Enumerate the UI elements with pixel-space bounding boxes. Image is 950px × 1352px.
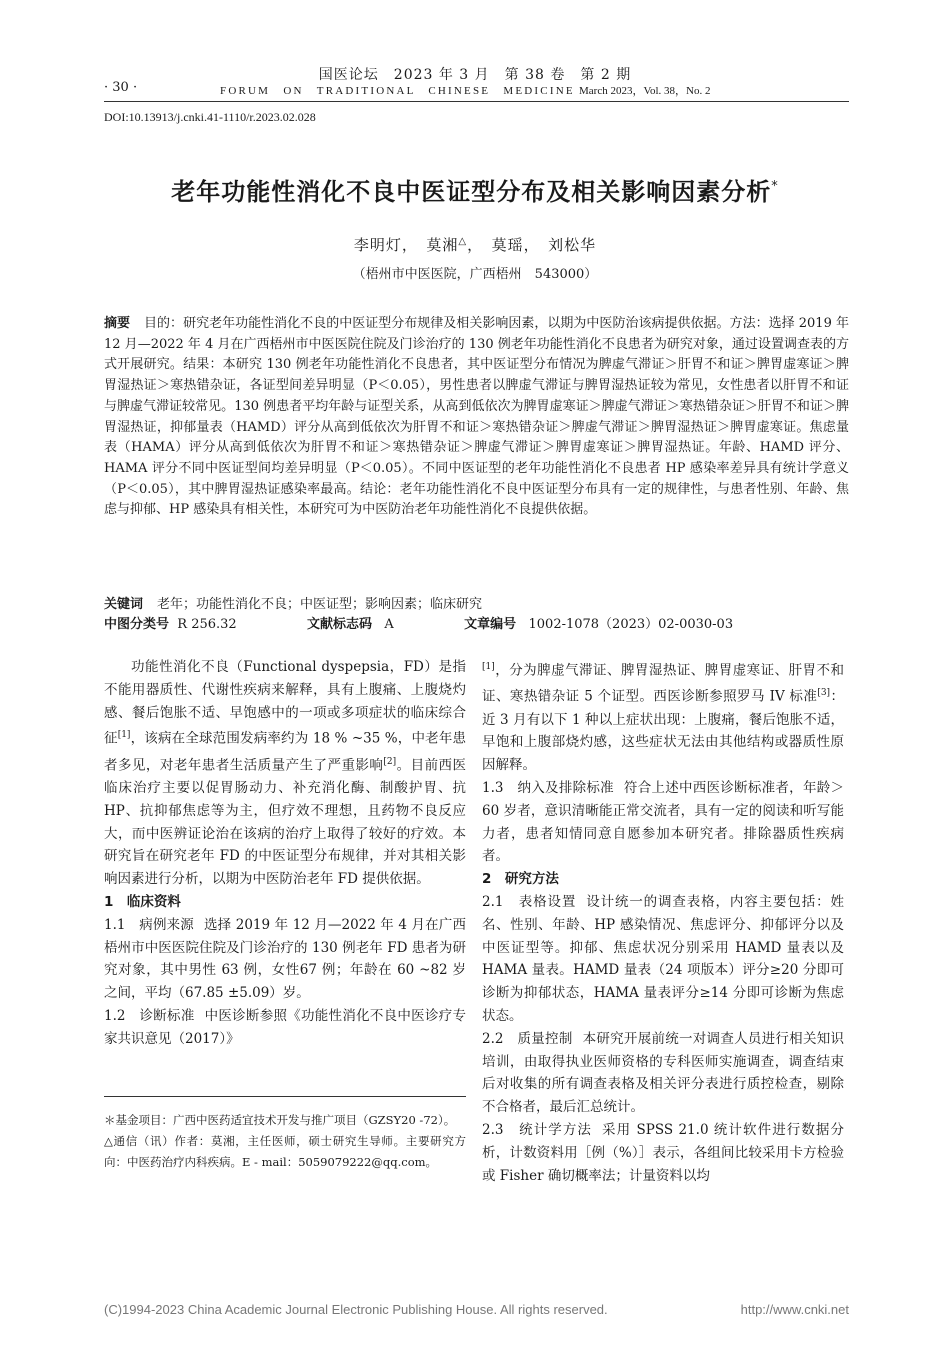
section-2-2 xyxy=(482,1028,844,1119)
ref-mark: [2] xyxy=(383,756,397,767)
corresponding-mark: △ xyxy=(458,236,468,247)
ref-mark: [3] xyxy=(817,688,831,699)
body-right-column xyxy=(482,656,844,1187)
abstract-text: 目的：研究老年功能性消化不良的中医证型分布规律及相关影响因素，以期为中医防治该病提供依据。方法：选择 2019 年 12 月—2022 年 4 月在广西梧州市中医医院住院及门诊治疗的 130 例老年功能性消化不良患者为研究对象，通过设置调查表的方式开展研究。结果：本研究 130 例老年功能性消化不良患者，其中医证型分布情况为脾虚气滞证＞肝胃不和证＞脾胃虚寒证＞脾胃湿热证＞寒热错杂证，各证型间差异明显（P＜0.05），男性患者以脾虚气滞证与脾胃湿热证较为常见，女性患者以肝胃不和证与脾虚气滞证较常见。130 例患者平均年龄与证型关系，从高到低依次为脾胃虚寒证＞脾虚气滞证＞寒热错杂证＞肝胃不和证＞脾胃湿热证，抑郁量表（HAMD）评分从高到低依次为肝胃不和证＞寒热错杂证＞脾虚气滞证＞脾胃湿热证＞脾胃虚寒证。焦虑量表（HAMA）评分从高到低依次为肝胃不和证＞寒热错杂证＞脾虚气滞证＞脾胃虚寒证＞脾胃湿热证。年龄、HAMD 评分、HAMA 评分不同中医证型间均差异明显（P＜0.05）。不同中医证型的老年功能性消化不良患者 HP 感染率差异具有统计学意义（P＜0.05），其中脾胃湿热证感染率最高。结论：老年功能性消化不良中医证型分布具有一定的规律性，与患者性别、年龄、焦虑与抑郁、HP 感染具有相关性，本研究可为中医防治老年功能性消化不良提供依据。 xyxy=(104,316,849,518)
subsection-text: 符合上述中西医诊断标准者，年龄＞60 岁者，意识清晰能正常交流者，具有一定的阅读和听写能力者，患者知情同意自愿参加本研究者。排除器质性疾病者。 xyxy=(482,779,844,865)
section-1-3 xyxy=(482,777,844,868)
subsection-title: 1.3 纳入及排除标准 xyxy=(482,779,614,796)
subsection-title: 2.3 统计学方法 xyxy=(482,1121,592,1138)
author-1: 李明灯， xyxy=(353,236,427,254)
authors xyxy=(0,234,950,255)
article-title xyxy=(0,172,950,207)
section-2-3 xyxy=(482,1119,844,1187)
subsection-title: 1.2 诊断标准 xyxy=(104,1007,195,1024)
journal-header-en: FORUM ON TRADITIONAL CHINESE MEDICINE xyxy=(220,85,575,97)
affiliation: （梧州市中医医院，广西梧州 543000） xyxy=(352,267,598,282)
article-number-label: 文章编号 xyxy=(464,617,517,632)
subsection-text: 选择 2019 年 12 月—2022 年 4 月在广西梧州市中医医院住院及门诊治疗的 130 例老年 FD 患者为研究对象，其中男性 63 例，女性67 例；年龄在 60 ~82 岁之间，平均（67.85 ±5.09）岁。 xyxy=(104,916,466,1002)
intro-text-b: ，该病在全球范围发病率约为 18 % ~35 %，中老年患者多见，对老年患者生活质量产生了严重影响 xyxy=(104,730,466,774)
subsection-text: 采用 SPSS 21.0 统计软件进行数据分析，计数资料用［例（%）］表示，各组间比较采用卡方检验或 Fisher 确切概率法；计量资料以均 xyxy=(482,1121,844,1184)
author-rest: ， 莫瑶， 刘松华 xyxy=(467,236,597,254)
copyright-text: (C)1994-2023 China Academic Journal Electronic Publishing House. All rights reserved. xyxy=(104,1302,608,1317)
clc-value: R 256.32 xyxy=(177,617,237,632)
section-2-1 xyxy=(482,891,844,1028)
header-divider xyxy=(104,101,849,102)
section-heading-1: 1 临床资料 xyxy=(104,893,181,910)
keywords-text: 老年；功能性消化不良；中医证型；影响因素；临床研究 xyxy=(157,597,483,612)
section-1-2-continued xyxy=(482,656,844,777)
footnotes xyxy=(104,1110,466,1173)
title-text: 老年功能性消化不良中医证型分布及相关影响因素分析 xyxy=(171,178,772,206)
copyright-footer xyxy=(104,1302,849,1317)
subsection-title: 2.2 质量控制 xyxy=(482,1030,573,1047)
subsection-text: 本研究开展前统一对调查人员进行相关知识培训，由取得执业医师资格的专科医师实施调查，调查结束后对收集的所有调查表格及相关评分表进行质控检查，剔除不合格者，最后汇总统计。 xyxy=(482,1030,844,1116)
ref-mark: [1] xyxy=(482,662,495,672)
intro-text-c: 。目前西医临床治疗主要以促胃肠动力、补充消化酶、制酸护胃、抗 HP、抗抑郁焦虑等为主，但疗效不理想，且药物不良反应大，而中医辨证论治在该病的治疗上取得了较好的疗效。本研究旨在研究老年 FD 的中医证型分布规律，并对其相关影响因素进行分析，以期为中医防治老年 FD 提供依据。 xyxy=(104,757,467,888)
keywords xyxy=(104,593,849,612)
abstract-label: 摘要 xyxy=(104,316,131,331)
subsection-text: ：近 3 月有以下 1 种以上症状出现：上腹痛，餐后饱胀不适，早饱和上腹部烧灼感，这些症状无法由其他结构或器质性原因解释。 xyxy=(482,688,845,774)
abstract xyxy=(104,314,849,521)
subsection-text: 中医诊断参照《功能性消化不良中医诊疗专家共识意见（2017）》 xyxy=(104,1007,466,1047)
body-left-column xyxy=(104,656,466,1051)
section-heading-2: 2 研究方法 xyxy=(482,871,559,888)
subsection-text: 设计统一的调查表格，内容主要包括：姓名、性别、年龄、HP 感染情况、焦虑评分、抑郁评分以及中医证型等。抑郁、焦虑状况分别采用 HAMD 量表以及 HAMA 量表。HAMD 量表（24 项版本）评分≥20 分即可诊断为抑郁状态，HAMA 量表评分≥14 分即可诊断为焦虑状态。 xyxy=(482,893,844,1024)
section-1-2 xyxy=(104,1005,466,1051)
title-footnote-mark: * xyxy=(771,179,779,194)
doi: DOI:10.13913/j.cnki.41-1110/r.2023.02.028 xyxy=(104,110,316,124)
journal-header-cn: 国医论坛 2023 年 3 月 第 38 卷 第 2 期 xyxy=(318,67,632,83)
ref-mark: [1] xyxy=(117,730,131,741)
corresponding-footnote: △通信（讯）作者：莫湘，主任医师，硕士研究生导师。主要研究方向：中医药治疗内科疾病。E - mail：5059079222@qq.com。 xyxy=(104,1134,466,1169)
page-number: · 30 · xyxy=(104,80,138,95)
classification-row xyxy=(104,613,849,632)
subsection-text: ，分为脾虚气滞证、脾胃湿热证、脾胃虚寒证、肝胃不和证、寒热错杂证 5 个证型。西医诊断参照罗马 IV 标准 xyxy=(482,662,844,705)
fund-footnote: ＊基金项目：广西中医药适宜技术开发与推广项目（GZSY20 -72）。 xyxy=(104,1113,456,1127)
keywords-label: 关键词 xyxy=(104,597,144,612)
section-1-1 xyxy=(104,914,466,1005)
doc-code-value: A xyxy=(384,617,394,632)
footnote-divider xyxy=(104,1096,466,1097)
doc-code-label: 文献标志码 xyxy=(306,617,372,632)
article-number-value: 1002-1078（2023）02-0030-03 xyxy=(528,617,734,632)
intro-text-a: 功能性消化不良（Functional dyspepsia，FD）是指不能用器质性、代谢性疾病来解释，具有上腹痛、上腹烧灼感、餐后饱胀不适、早饱感中的一项或多项症状的临床综合征 xyxy=(104,659,466,747)
cnki-link[interactable]: http://www.cnki.net xyxy=(740,1302,849,1317)
author-2: 莫湘 xyxy=(426,236,459,254)
intro-paragraph xyxy=(104,656,466,891)
subsection-title: 2.1 表格设置 xyxy=(482,893,577,910)
subsection-title: 1.1 病例来源 xyxy=(104,916,194,933)
journal-volume: March 2023，Vol. 38，No. 2 xyxy=(579,85,711,97)
clc-label: 中图分类号 xyxy=(104,617,170,632)
